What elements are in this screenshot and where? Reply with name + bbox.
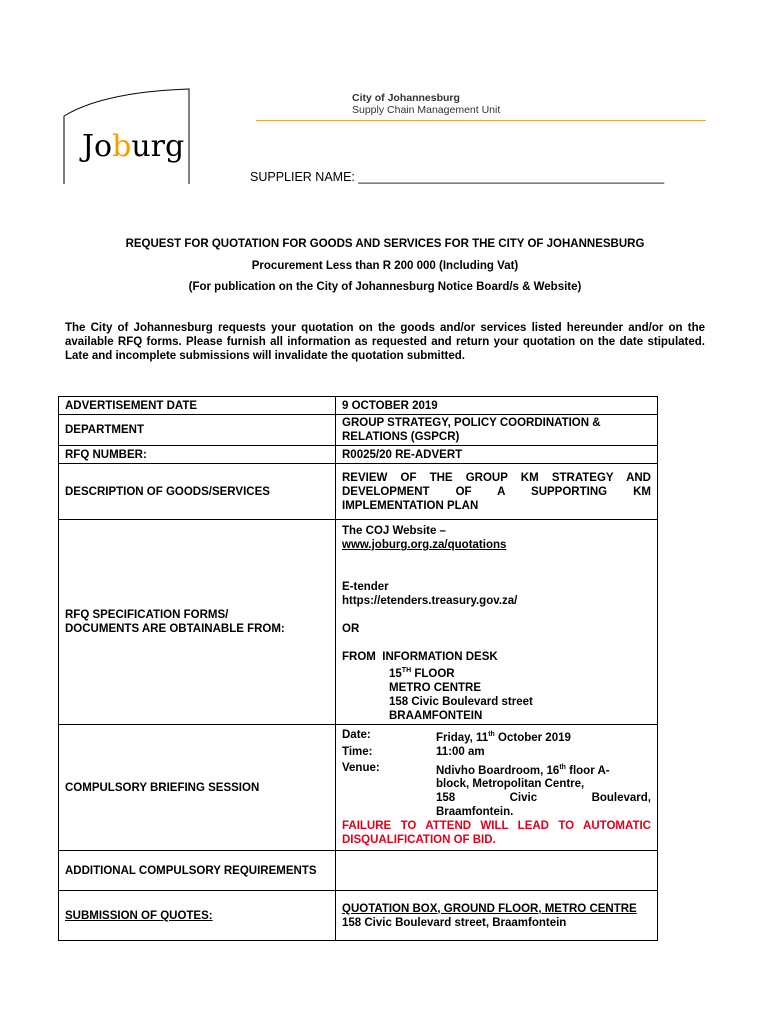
table-row [59, 520, 658, 725]
table-row [59, 446, 658, 464]
table-row [59, 851, 658, 891]
department-value: GROUP STRATEGY, POLICY COORDINATION & RELATIONS (GSPCR) [336, 415, 658, 446]
additional-requirements-label: ADDITIONAL COMPULSORY REQUIREMENTS [59, 851, 336, 891]
forms-label: RFQ SPECIFICATION FORMS/ DOCUMENTS ARE OBTAINABLE FROM: [59, 520, 336, 725]
additional-requirements-value [336, 851, 658, 891]
briefing-value: Date: Friday, 11th October 2019 Time: 11:00 am Venue: Ndivho Boardroom, 16th floor A- block, Metropolitan Centre, 158 Civic Boulevard, Braamfontein. FAILURE TO ATTEND WILL LEAD TO AUTOMATIC DISQUALIFICATION OF BID. [336, 725, 658, 851]
description-value: REVIEW OF THE GROUP KM STRATEGY AND DEVELOPMENT OF A SUPPORTING KM IMPLEMENTATION PLAN [336, 464, 658, 520]
advertisement-date-label: ADVERTISEMENT DATE [59, 397, 336, 415]
intro-paragraph: The City of Johannesburg requests your quotation on the goods and/or services listed hereunder and/or on the available RFQ forms. Please furnish all information as requested and return your quotation on the date stipulated. Late and incomplete submissions will invalidate the quotation submitted. [65, 322, 705, 362]
description-label: DESCRIPTION OF GOODS/SERVICES [59, 464, 336, 520]
department-label: DEPARTMENT [59, 415, 336, 446]
header-org: City of Johannesburg [352, 92, 460, 104]
briefing-label: COMPULSORY BRIEFING SESSION [59, 725, 336, 851]
rfq-number-value: R0025/20 RE-ADVERT [336, 446, 658, 464]
advertisement-date-value: 9 OCTOBER 2019 [336, 397, 658, 415]
forms-value: The COJ Website – www.joburg.org.za/quotations E-tender https://etenders.treasury.gov.za/ OR FROM INFORMATION DESK 15TH FLOOR METRO CENTRE 158 Civic Boulevard street BRAAMFONTEIN [336, 520, 658, 725]
header-divider [256, 120, 706, 121]
coj-website-link[interactable]: www.joburg.org.za/quotations [342, 539, 507, 552]
document-subtitle: Procurement Less than R 200 000 (Including Vat) [251, 260, 519, 272]
table-row [59, 891, 658, 941]
header-unit: Supply Chain Management Unit [352, 104, 501, 116]
rfq-number-label: RFQ NUMBER: [59, 446, 336, 464]
table-row [59, 464, 658, 520]
supplier-name-field: SUPPLIER NAME: ____________________________________________ [250, 170, 665, 184]
briefing-warning: FAILURE TO ATTEND WILL LEAD TO AUTOMATIC DISQUALIFICATION OF BID. [342, 820, 651, 847]
submission-value: QUOTATION BOX, GROUND FLOOR, METRO CENTRE 158 Civic Boulevard street, Braamfontein [336, 891, 658, 941]
etender-link[interactable]: https://etenders.treasury.gov.za/ [342, 595, 518, 608]
table-row [59, 415, 658, 446]
rfq-details-table [58, 396, 658, 941]
joburg-logo: Joburg [82, 129, 185, 164]
table-row [59, 397, 658, 415]
table-row [59, 725, 658, 851]
submission-label: SUBMISSION OF QUOTES: [59, 891, 336, 941]
document-subtitle-publication: (For publication on the City of Johannesburg Notice Board/s & Website) [188, 281, 582, 293]
document-title: REQUEST FOR QUOTATION FOR GOODS AND SERVICES FOR THE CITY OF JOHANNESBURG [125, 238, 645, 250]
